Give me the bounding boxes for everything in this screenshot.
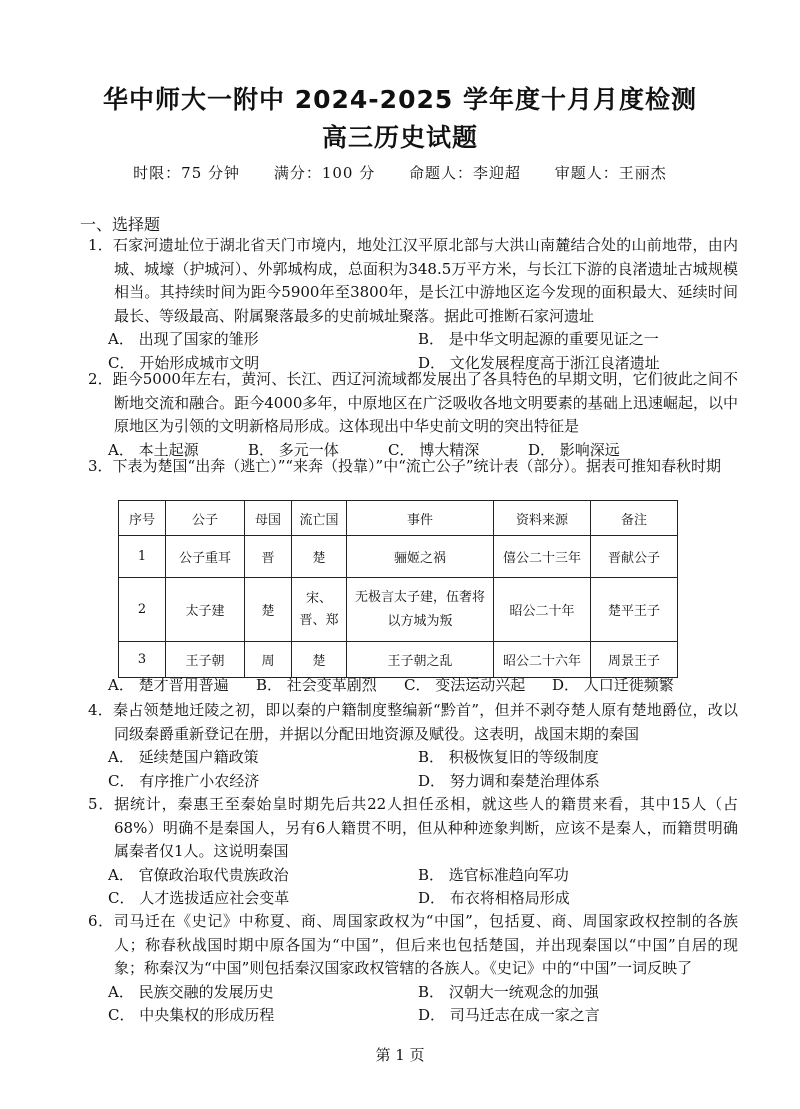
- question-4-text: 4．秦占领楚地迁陵之初，即以秦的户籍制度整编新“黔首”，但并不剥夺楚人原有楚地爵位，改以同级秦爵重新登记在册，并据以分配田地资源及赋役。这表明，战国末期的秦国: [88, 701, 738, 743]
- table-row: [119, 642, 678, 678]
- table-cell: 楚平王子: [591, 578, 678, 642]
- q2-option-c: C． 博大精深: [388, 440, 480, 459]
- th-prince: 公子: [166, 501, 245, 536]
- table-cell: 2: [119, 578, 166, 642]
- question-6: [88, 910, 738, 1028]
- q6-option-d: D． 司马迁志在成一家之言: [418, 1006, 600, 1024]
- q6-option-b: B． 汉朝大一统观念的加强: [418, 982, 599, 1001]
- q4-option-c: C． 有序推广小农经济: [108, 771, 260, 790]
- time-limit: 时限：75 分钟: [133, 164, 241, 182]
- q2-option-d: D． 影响深远: [528, 440, 620, 459]
- q4-option-a: A． 延续楚国户籍政策: [108, 748, 259, 766]
- table-cell: 昭公二十六年: [494, 642, 591, 678]
- table-row: [119, 578, 678, 642]
- th-event: 事件: [347, 501, 494, 536]
- q3-option-b: B． 社会变革剧烈: [256, 676, 377, 694]
- question-3-options: [88, 674, 738, 698]
- table-cell: 周: [245, 642, 292, 678]
- exile-statistics-table: [118, 500, 678, 678]
- q1-option-b: B． 是中华文明起源的重要见证之一: [418, 330, 659, 348]
- table-cell: 僖公二十三年: [494, 536, 591, 578]
- q1-option-d: D． 文化发展程度高于浙江良渚遗址: [418, 353, 660, 372]
- table-row: [119, 536, 678, 578]
- table-cell: 1: [119, 536, 166, 578]
- q6-option-c: C． 中央集权的形成历程: [108, 1006, 275, 1024]
- q3-option-d: D． 人口迁徙频繁: [552, 676, 674, 694]
- table-cell: 王子朝之乱: [347, 642, 494, 678]
- table-header-row: [119, 501, 678, 536]
- question-5: [88, 793, 738, 911]
- th-source: 资料来源: [494, 501, 591, 536]
- exam-meta: [0, 162, 800, 183]
- q2-option-a: A． 本土起源: [108, 440, 199, 459]
- q4-option-d: D． 努力调和秦楚治理体系: [418, 771, 600, 790]
- table-cell: 太子建: [166, 578, 245, 642]
- question-2: [88, 368, 738, 462]
- question-5-text: 5．据统计，秦惠王至秦始皇时期先后共22人担任丞相，就这些人的籍贯来看，其中15人（占68%）明确不是秦国人，另有6人籍贯不明，但从种种迹象判断，应该不是秦人，而籍贯明确属秦者仅1人。这说明秦国: [88, 795, 738, 860]
- question-2-text: 2．距今5000年左右，黄河、长江、西辽河流域都发展出了各具特色的早期文明，它们彼此之间不断地交流和融合。距今4000多年，中原地区在广泛吸收各地文明要素的基础上迅速崛起，以中原地区为引领的文明新格局形成。这体现出中华史前文明的突出特征是: [88, 370, 738, 435]
- table-cell: 无极言太子建，伍奢将以方城为叛: [347, 578, 494, 642]
- q2-option-b: B． 多元一体: [248, 440, 339, 459]
- q4-option-b: B． 积极恢复旧的等级制度: [418, 748, 599, 766]
- th-note: 备注: [591, 501, 678, 536]
- question-3-text: 3．下表为楚国“出奔（逃亡）”“来奔（投靠）”中“流亡公子”统计表（部分）。据表可推知春秋时期: [88, 457, 722, 475]
- table-cell: 王子朝: [166, 642, 245, 678]
- th-home-state: 母国: [245, 501, 292, 536]
- full-score: 满分：100 分: [273, 164, 376, 182]
- question-reviewer: 审题人：王丽杰: [554, 164, 667, 182]
- table-cell: 楚: [245, 578, 292, 642]
- table-cell: 3: [119, 642, 166, 678]
- table-cell: 周景王子: [591, 642, 678, 678]
- section-title: 一、选择题: [80, 215, 161, 234]
- table-cell: 公子重耳: [166, 536, 245, 578]
- q3-option-a: A． 楚才晋用普遍: [108, 676, 229, 694]
- table-cell: 楚: [292, 536, 347, 578]
- question-setter: 命题人：李迎超: [409, 164, 522, 182]
- q5-option-a: A． 官僚政治取代贵族政治: [108, 865, 289, 884]
- table-cell: 宋、晋、郑: [292, 578, 347, 642]
- question-3: [88, 455, 738, 479]
- q5-option-b: B． 选官标准趋向军功: [418, 865, 569, 884]
- question-4: [88, 699, 738, 793]
- table-cell: 楚: [292, 642, 347, 678]
- question-1: [88, 234, 738, 375]
- q1-option-a: A． 出现了国家的雏形: [108, 330, 259, 348]
- exam-title: 华中师大一附中 2024-2025 学年度十月月度检测: [103, 85, 697, 114]
- page-number: 第 1 页: [375, 1046, 425, 1064]
- q5-option-c: C． 人才选拔适应社会变革: [108, 889, 290, 907]
- th-exile-state: 流亡国: [292, 501, 347, 536]
- table-cell: 昭公二十年: [494, 578, 591, 642]
- th-index: 序号: [119, 501, 166, 536]
- table-cell: 晋献公子: [591, 536, 678, 578]
- exam-subtitle: 高三历史试题: [321, 123, 478, 152]
- table-cell: 晋: [245, 536, 292, 578]
- q5-option-d: D． 布衣将相格局形成: [418, 889, 570, 907]
- table-cell: 骊姬之祸: [347, 536, 494, 578]
- q3-option-c: C． 变法运动兴起: [404, 676, 526, 694]
- q1-option-c: C． 开始形成城市文明: [108, 353, 260, 372]
- q6-option-a: A． 民族交融的发展历史: [108, 982, 274, 1001]
- question-1-text: 1．石家河遗址位于湖北省天门市境内，地处江汉平原北部与大洪山南麓结合处的山前地带，由内城、城壕（护城河）、外郭城构成，总面积为348.5万平方米，与长江下游的良渚遗址古城规模相当。其持续时间为距今5900年至3800年，是长江中游地区迄今发现的面积最大、延续时间最长、等级最高、附属聚落最多的史前城址聚落。据此可推断石家河遗址: [88, 236, 738, 325]
- question-6-text: 6．司马迁在《史记》中称夏、商、周国家政权为“中国”，包括夏、商、周国家政权控制的各族人；称春秋战国时期中原各国为“中国”，但后来也包括楚国，并出现秦国以“中国”自居的现象；称秦汉为“中国”则包括秦汉国家政权管辖的各族人。《史记》中的“中国”一词反映了: [88, 912, 738, 977]
